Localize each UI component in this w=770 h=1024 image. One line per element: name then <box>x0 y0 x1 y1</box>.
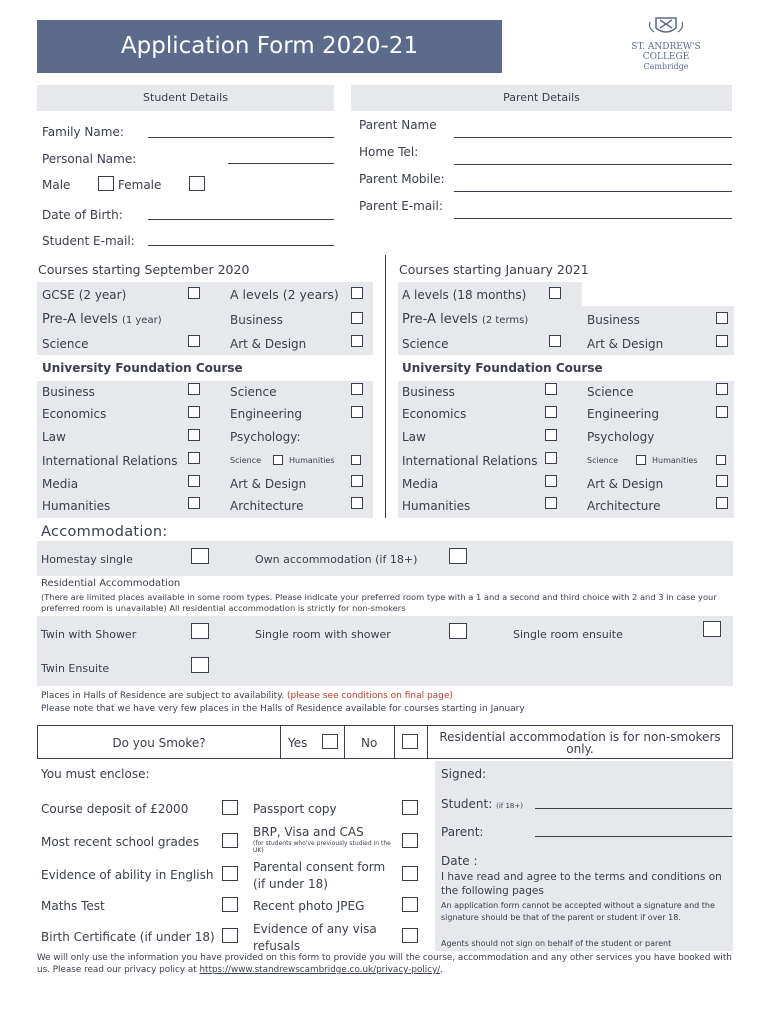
jan-ufc-ir-checkbox[interactable] <box>545 452 557 464</box>
student-email-field[interactable] <box>148 245 334 246</box>
maths-label: Maths Test <box>41 899 105 913</box>
parent-email-label: Parent E-mail: <box>359 199 443 213</box>
sept-ufc-business-checkbox[interactable] <box>188 383 200 395</box>
privacy-policy-link[interactable]: https://www.standrewscambridge.co.uk/privacy-policy/ <box>199 965 441 975</box>
jan-business-label: Business <box>587 313 640 327</box>
privacy-end: . <box>440 965 444 975</box>
jan-business-checkbox[interactable] <box>716 312 728 324</box>
single-ensuite-checkbox[interactable] <box>703 621 721 637</box>
jan-science-label: Science <box>402 337 449 351</box>
male-label: Male <box>42 178 71 192</box>
jan-prea-text: Pre-A levels <box>402 312 478 327</box>
jan-ufc-architecture-label: Architecture <box>587 499 661 513</box>
female-checkbox[interactable] <box>189 176 205 191</box>
sept-ufc-media-label: Media <box>42 477 79 491</box>
passport-label: Passport copy <box>253 802 337 816</box>
personal-name-field[interactable] <box>228 163 334 164</box>
sept-ufc-engineering-label: Engineering <box>230 407 302 421</box>
jan-ufc-sci-small-checkbox[interactable] <box>636 455 646 465</box>
sept-ufc-hum-small-label: Humanities <box>289 456 335 465</box>
smoke-yes-checkbox[interactable] <box>322 734 338 749</box>
sept-ufc-heading: University Foundation Course <box>42 361 243 375</box>
single-shower-checkbox[interactable] <box>449 623 467 639</box>
sept-prea-duration: (1 year) <box>121 315 162 326</box>
grades-label: Most recent school grades <box>41 835 200 849</box>
sept-gcse-label: GCSE (2 year) <box>42 288 127 302</box>
parent-name-label: Parent Name <box>359 118 437 132</box>
sept-ufc-ir-checkbox[interactable] <box>188 452 200 464</box>
places-note-link: (please see conditions on final page) <box>286 691 453 701</box>
enclose-heading: You must enclose: <box>41 767 150 781</box>
home-tel-label: Home Tel: <box>359 145 419 159</box>
jan-ufc-sci-small-label: Science <box>587 456 619 465</box>
sept-ufc-sci-small-label: Science <box>230 456 262 465</box>
twin-shower-checkbox[interactable] <box>191 623 209 639</box>
parent-mobile-field[interactable] <box>454 191 732 192</box>
jan-ufc-media-checkbox[interactable] <box>545 475 557 487</box>
sept-ufc-artdesign-checkbox[interactable] <box>351 475 363 487</box>
homestay-checkbox[interactable] <box>191 548 209 564</box>
english-label: Evidence of ability in English <box>41 868 214 882</box>
signature-requirement: An application form cannot be accepted without a signature and the signature should be that of the parent or student if over 18. <box>441 901 715 922</box>
sept-heading: Courses starting September 2020 <box>38 262 250 277</box>
brp-checkbox[interactable] <box>402 833 418 848</box>
agree-statement: I have read and agree to the terms and conditions on the following pages <box>441 871 722 897</box>
sept-ufc-economics-checkbox[interactable] <box>188 406 200 418</box>
page-title: Application Form 2020-21 <box>120 33 419 59</box>
jan-ufc-psychology-label: Psychology <box>587 430 655 444</box>
sept-business-label: Business <box>230 313 283 327</box>
consent-label: Parental consent form (if under 18) <box>253 860 386 891</box>
sept-science-label: Science <box>42 337 89 351</box>
single-shower-label: Single room with shower <box>255 628 391 641</box>
parent-name-field[interactable] <box>454 137 732 138</box>
family-name-field[interactable] <box>148 137 334 138</box>
smoke-question: Do you Smoke? <box>112 736 206 750</box>
sept-ufc-media-checkbox[interactable] <box>188 475 200 487</box>
jan-ufc-science-label: Science <box>587 385 634 399</box>
own-accommodation-checkbox[interactable] <box>449 548 467 564</box>
jan-ufc-business-checkbox[interactable] <box>545 383 557 395</box>
jan-ufc-hum-small-label: Humanities <box>652 456 698 465</box>
room-band-2 <box>37 651 733 686</box>
birth-checkbox[interactable] <box>222 928 238 943</box>
jan-ufc-artdesign-checkbox[interactable] <box>716 475 728 487</box>
dob-label: Date of Birth: <box>42 208 123 222</box>
jan-ufc-media-label: Media <box>402 477 439 491</box>
places-note <box>41 691 453 701</box>
parent-mobile-label: Parent Mobile: <box>359 172 445 186</box>
sept-alevels-label: A levels (2 years) <box>230 287 339 302</box>
sept-ufc-law-checkbox[interactable] <box>188 429 200 441</box>
agents-note: Agents should not sign on behalf of the student or parent <box>441 939 672 948</box>
january-note: Please note that we have very few places in the Halls of Residence available for courses starting in January <box>41 704 525 714</box>
own-accommodation-label: Own accommodation (if 18+) <box>255 553 418 566</box>
sept-ufc-science-label: Science <box>230 385 277 399</box>
sept-ufc-artdesign-label: Art & Design <box>230 477 307 491</box>
residential-note: (There are limited places available in some room types. Please indicate your preferred room type with a 1 and a second and third choice with 2 and 3 in case your preferred room is unavailable) All residential accommodation is strictly for non-smokers <box>41 592 717 613</box>
sept-science-checkbox[interactable] <box>188 335 200 347</box>
visa-refusal-label: Evidence of any visa refusals <box>253 922 377 953</box>
student-sign-note: (if 18+) <box>496 802 523 810</box>
jan-ufc-engineering-label: Engineering <box>587 407 659 421</box>
student-sign-label <box>441 797 523 811</box>
jan-alevels-label: A levels (18 months) <box>402 288 527 302</box>
parent-email-field[interactable] <box>454 218 732 219</box>
student-signature-field[interactable] <box>535 808 732 809</box>
sept-artdesign-checkbox[interactable] <box>351 335 363 347</box>
single-ensuite-label: Single room ensuite <box>513 628 623 641</box>
home-tel-field[interactable] <box>454 164 732 165</box>
sept-business-checkbox[interactable] <box>351 312 363 324</box>
deposit-checkbox[interactable] <box>222 800 238 815</box>
jan-artdesign-label: Art & Design <box>587 337 664 351</box>
places-note-text: Places in Halls of Residence are subject to availability. <box>41 691 285 701</box>
homestay-label: Homestay single <box>41 553 133 566</box>
brp-note: (for students who've previously studied in the UK) <box>253 840 391 854</box>
sept-prea-label <box>42 312 162 327</box>
female-label: Female <box>118 178 162 192</box>
jan-ufc-science-checkbox[interactable] <box>716 383 728 395</box>
dob-field[interactable] <box>148 219 334 220</box>
sept-ufc-psychology-label: Psychology: <box>230 430 301 444</box>
student-details-heading: Student Details <box>37 85 334 111</box>
sept-ufc-hum-small-checkbox[interactable] <box>351 455 361 465</box>
twin-shower-label: Twin with Shower <box>41 628 137 641</box>
twin-ensuite-label: Twin Ensuite <box>41 662 110 675</box>
smoke-no-label: No <box>361 736 378 750</box>
logo-line2: COLLEGE <box>642 52 690 62</box>
sept-artdesign-label: Art & Design <box>230 337 307 351</box>
jan-science-checkbox[interactable] <box>549 335 561 347</box>
visa-refusal-checkbox[interactable] <box>402 928 418 943</box>
birth-label: Birth Certificate (if under 18) <box>41 930 215 944</box>
family-name-label: Family Name: <box>42 125 124 139</box>
brp-label: BRP, Visa and CAS <box>253 825 364 839</box>
smoke-divider-2 <box>394 725 395 759</box>
jan-ufc-humanities-label: Humanities <box>402 499 471 513</box>
smoke-no-checkbox[interactable] <box>402 734 418 749</box>
logo-line1: ST. ANDREW'S <box>631 42 701 52</box>
sept-ufc-science-checkbox[interactable] <box>351 383 363 395</box>
english-checkbox[interactable] <box>222 866 238 881</box>
sept-ufc-architecture-label: Architecture <box>230 499 304 513</box>
jan-prea-label <box>402 312 528 327</box>
jan-ufc-architecture-checkbox[interactable] <box>716 497 728 509</box>
parent-signature-field[interactable] <box>535 836 732 837</box>
jan-heading: Courses starting January 2021 <box>399 262 589 277</box>
male-checkbox[interactable] <box>98 176 114 191</box>
smoke-yes-label: Yes <box>288 736 308 750</box>
jan-alevels-checkbox[interactable] <box>549 287 561 299</box>
signed-label: Signed: <box>441 767 487 781</box>
passport-checkbox[interactable] <box>402 800 418 815</box>
jan-artdesign-checkbox[interactable] <box>716 335 728 347</box>
student-email-label: Student E-mail: <box>42 234 135 248</box>
smoke-divider-1 <box>344 725 345 759</box>
jan-ufc-law-checkbox[interactable] <box>545 429 557 441</box>
sept-ufc-humanities-checkbox[interactable] <box>188 497 200 509</box>
sept-ufc-sci-small-checkbox[interactable] <box>273 455 283 465</box>
parent-details-heading: Parent Details <box>351 85 732 111</box>
sept-prea-text: Pre-A levels <box>42 312 118 327</box>
privacy-text: We will only use the information you have provided on this form to provide you will the course, accommodation and any other services you have booked with us. Please read our privacy policy at <box>37 953 732 975</box>
jan-ufc-hum-small-checkbox[interactable] <box>716 455 726 465</box>
personal-name-label: Personal Name: <box>42 152 137 166</box>
sept-ufc-architecture-checkbox[interactable] <box>351 497 363 509</box>
jan-ufc-artdesign-label: Art & Design <box>587 477 664 491</box>
consent-checkbox[interactable] <box>402 866 418 881</box>
sept-ufc-engineering-checkbox[interactable] <box>351 406 363 418</box>
jan-ufc-humanities-checkbox[interactable] <box>545 497 557 509</box>
parent-sign-label: Parent: <box>441 825 484 839</box>
crest-icon <box>646 14 686 38</box>
sept-ufc-law-label: Law <box>42 430 66 444</box>
student-sign-text: Student: <box>441 797 493 811</box>
jan-ufc-ir-label: International Relations <box>402 454 538 468</box>
grades-checkbox[interactable] <box>222 833 238 848</box>
non-smoker-note: Residential accommodation is for non-smokers only. <box>439 730 721 756</box>
college-logo <box>610 14 722 76</box>
sept-ufc-humanities-label: Humanities <box>42 499 111 513</box>
jan-ufc-engineering-checkbox[interactable] <box>716 406 728 418</box>
twin-ensuite-checkbox[interactable] <box>191 657 209 673</box>
sept-alevels-checkbox[interactable] <box>351 287 363 299</box>
accommodation-heading: Accommodation: <box>41 524 168 540</box>
logo-line3: Cambridge <box>643 62 689 71</box>
residential-title: Residential Accommodation <box>41 578 181 589</box>
sept-gcse-checkbox[interactable] <box>188 287 200 299</box>
jan-ufc-heading: University Foundation Course <box>402 361 603 375</box>
deposit-label: Course deposit of £2000 <box>41 802 189 816</box>
jan-ufc-law-label: Law <box>402 430 426 444</box>
photo-checkbox[interactable] <box>402 897 418 912</box>
privacy-footer <box>37 952 733 976</box>
sept-ufc-business-label: Business <box>42 385 95 399</box>
sept-ufc-ir-label: International Relations <box>42 454 178 468</box>
jan-ufc-economics-checkbox[interactable] <box>545 406 557 418</box>
date-label: Date : <box>441 854 478 868</box>
maths-checkbox[interactable] <box>222 897 238 912</box>
jan-prea-duration: (2 terms) <box>481 315 529 326</box>
photo-label: Recent photo JPEG <box>253 899 365 913</box>
courses-divider <box>385 255 386 518</box>
jan-ufc-economics-label: Economics <box>402 407 467 421</box>
jan-ufc-business-label: Business <box>402 385 455 399</box>
sept-ufc-economics-label: Economics <box>42 407 107 421</box>
